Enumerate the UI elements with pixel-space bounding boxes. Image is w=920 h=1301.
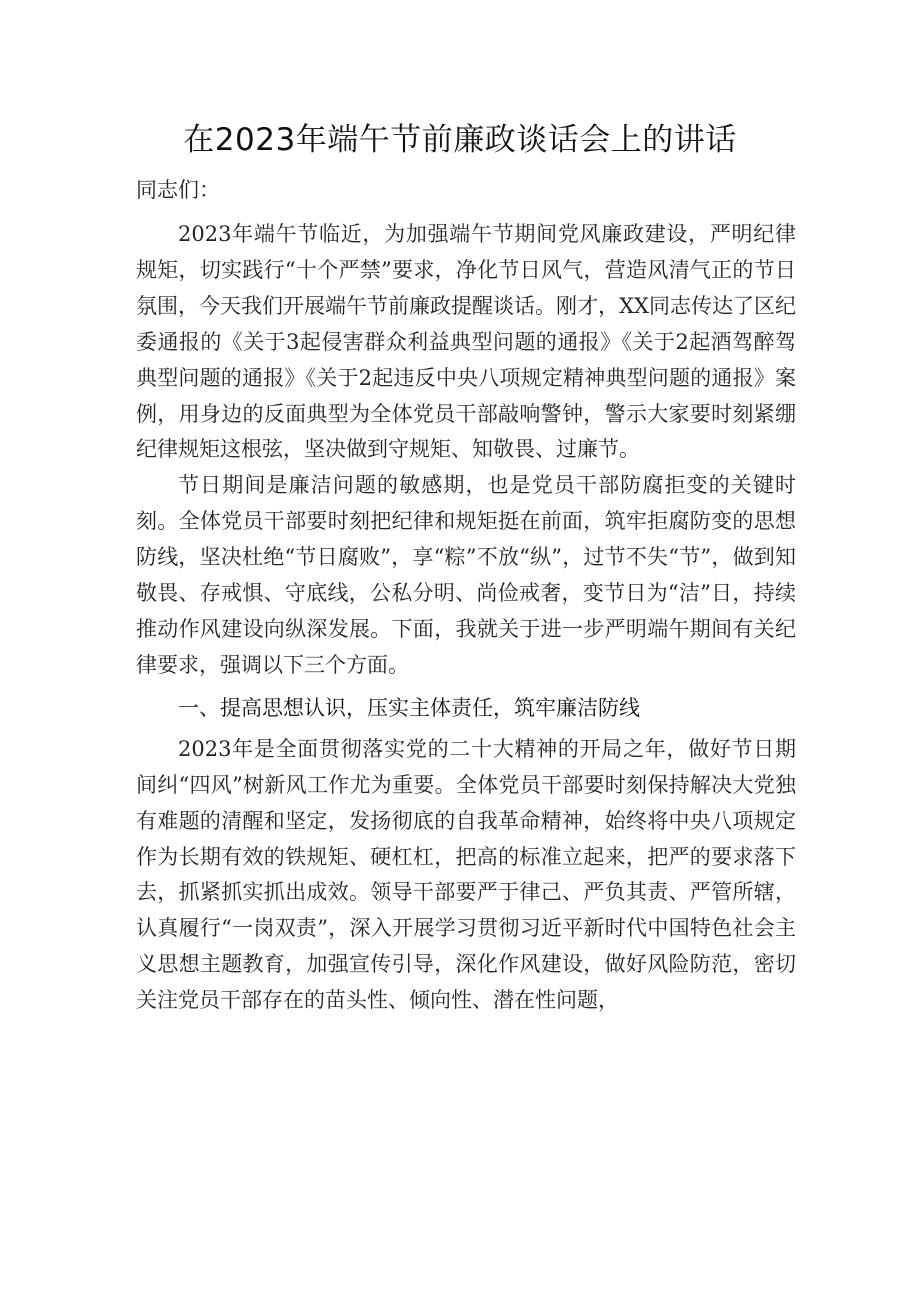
salutation: 同志们：: [136, 178, 220, 202]
paragraph-2: 节日期间是廉洁问题的敏感期，也是党员干部防腐拒变的关键时刻。全体党员干部要时刻把纪律和规矩挺在前面，筑牢拒腐防变的思想防线，坚决杜绝“节日腐败”，享“粽”不放“纵”，过节不失“节”，做到知敬畏、存戒惧、守底线，公私分明、尚俭戒奢，变节日为“洁”日，持续推动作风建设向纵深发展。下面，我就关于进一步严明端午期间有关纪律要求，强调以下三个方面。: [136, 473, 796, 677]
paragraph-1: 2023年端午节临近，为加强端午节期间党风廉政建设，严明纪律规矩，切实践行“十个严禁”要求，净化节日风气，营造风清气正的节日氛围，今天我们开展端午节前廉政提醒谈话。刚才，XX同志传达了区纪委通报的《关于3起侵害群众利益典型问题的通报》《关于2起酒驾醉驾典型问题的通报》《关于2起违反中央八项规定精神典型问题的通报》案例，用身边的反面典型为全体党员干部敲响警钟，警示大家要时刻紧绷纪律规矩这根弦，坚决做到守规矩、知敬畏、过廉节。: [136, 222, 796, 462]
paragraph-3: 2023年是全面贯彻落实党的二十大精神的开局之年，做好节日期间纠“四风”树新风工作尤为重要。全体党员干部要时刻保持解决大党独有难题的清醒和坚定，发扬彻底的自我革命精神，始终将中央八项规定作为长期有效的铁规矩、硬杠杠，把高的标准立起来，把严的要求落下去，抓紧抓实抓出成效。领导干部要严于律己、严负其责、严管所辖，认真履行“一岗双责”，深入开展学习贯彻习近平新时代中国特色社会主义思想主题教育，加强宣传引导，深化作风建设，做好风险防范，密切关注党员干部存在的苗头性、倾向性、潜在性问题，: [136, 736, 796, 1013]
document-body: [136, 217, 796, 1019]
section-heading-1: 一、提高思想认识，压实主体责任，筑牢廉洁防线: [178, 695, 640, 720]
document-title: 在2023年端午节前廉政谈话会上的讲话: [183, 122, 737, 158]
